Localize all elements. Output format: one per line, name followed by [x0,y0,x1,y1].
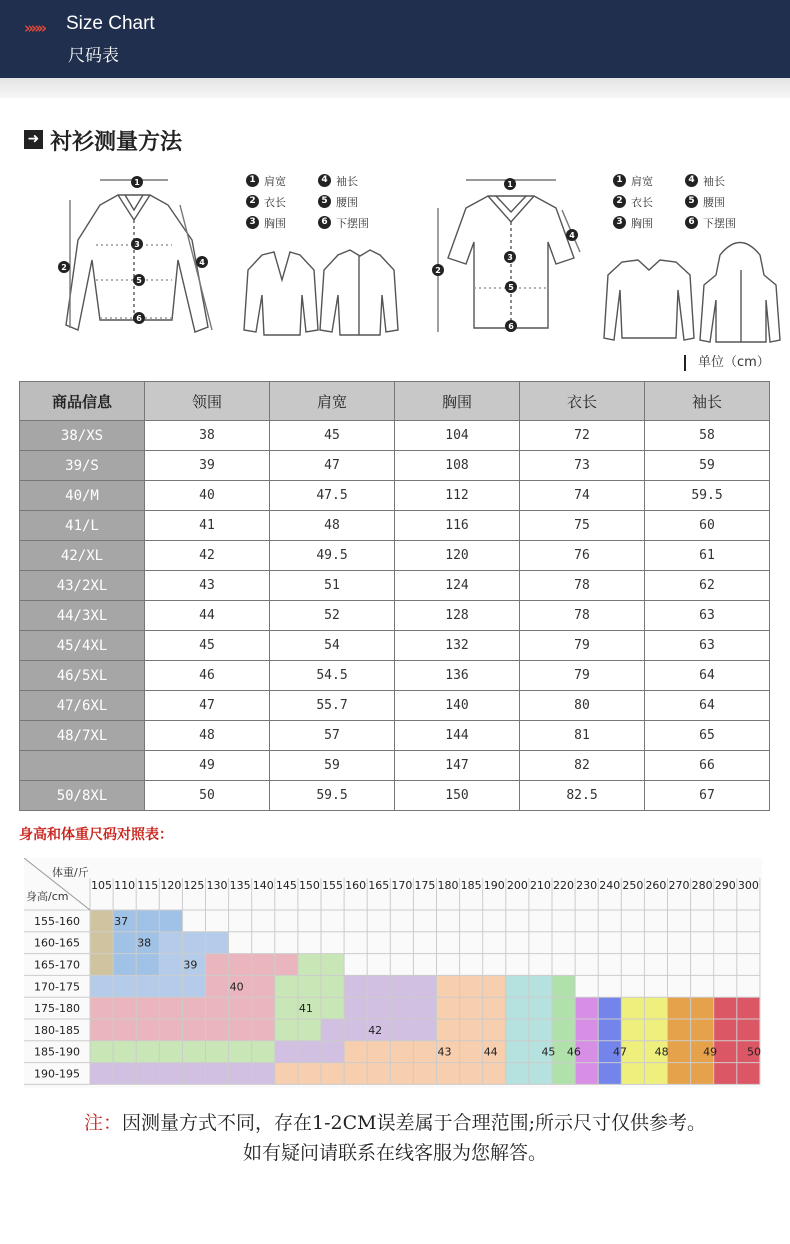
size-region [598,997,621,1019]
height-tick-label: 180-185 [34,1023,80,1037]
size-cell: 38/XS [20,421,145,451]
height-tick-label: 175-180 [34,1002,80,1016]
weight-tick-label: 130 [206,879,228,892]
size-label: 40 [229,980,244,994]
weight-tick-label: 250 [622,879,644,892]
height-tick-label: 170-175 [34,980,80,994]
value-cell: 82.5 [520,781,645,811]
svg-text:4: 4 [199,258,205,267]
value-cell: 63 [645,631,770,661]
weight-tick-label: 270 [668,879,690,892]
value-cell: 41 [145,511,270,541]
weight-tick-label: 220 [553,879,575,892]
size-region [598,1063,621,1085]
legend-number: 2 [613,195,626,208]
value-cell: 82 [520,751,645,781]
table-row [20,781,770,811]
size-label: 43 [437,1045,452,1059]
value-cell: 52 [270,601,395,631]
weight-tick-label: 155 [322,879,344,892]
legend-label: 袖长 [703,174,725,188]
legend-number: 3 [246,216,259,229]
svg-text:4: 4 [569,231,575,240]
size-region [159,932,228,954]
value-cell: 108 [395,451,520,481]
size-cell: 46/5XL [20,661,145,691]
header-divider [0,78,790,98]
table-row [20,751,770,781]
value-cell: 66 [645,751,770,781]
size-region [575,997,598,1019]
table-row [20,721,770,751]
size-region [552,975,575,997]
legend-number: 6 [318,216,331,229]
legend-number: 1 [613,174,626,187]
column-header: 肩宽 [270,382,395,421]
value-cell: 116 [395,511,520,541]
table-row [20,481,770,511]
value-cell: 147 [395,751,520,781]
weight-tick-label: 175 [414,879,436,892]
height-axis-label: 身高/cm [26,890,69,903]
table-row [20,601,770,631]
weight-tick-label: 115 [137,879,159,892]
value-cell: 62 [645,571,770,601]
value-cell: 47.5 [270,481,395,511]
svg-text:3: 3 [507,253,513,262]
footnote [0,1108,790,1168]
weight-tick-label: 105 [91,879,113,892]
weight-tick-label: 260 [645,879,667,892]
height-tick-label: 190-195 [34,1067,80,1081]
size-cell: 41/L [20,511,145,541]
legend-label: 腰围 [703,195,725,209]
size-label: 46 [566,1045,581,1059]
legend-label: 下摆围 [336,216,369,230]
height-weight-chart [24,858,762,1088]
value-cell: 78 [520,571,645,601]
value-cell: 73 [520,451,645,481]
value-cell: 47 [145,691,270,721]
column-header: 衣长 [520,382,645,421]
svg-text:5: 5 [136,276,142,285]
value-cell: 78 [520,601,645,631]
value-cell: 79 [520,661,645,691]
value-cell: 55.7 [270,691,395,721]
value-cell: 39 [145,451,270,481]
weight-axis-label: 体重/斤 [52,866,89,879]
height-weight-title: 身高和体重尺码对照表： [19,827,173,843]
height-tick-label: 185-190 [34,1045,80,1059]
size-label: 48 [654,1045,669,1059]
value-cell: 57 [270,721,395,751]
legend-number: 2 [246,195,259,208]
value-cell: 46 [145,661,270,691]
value-cell: 45 [270,421,395,451]
chevron-icon: »»» [24,19,45,37]
size-label: 45 [541,1045,556,1059]
size-region [575,1019,598,1041]
size-region [552,1019,575,1041]
size-label: 44 [483,1045,498,1059]
size-region [90,932,113,954]
weight-tick-label: 170 [391,879,413,892]
hoodie-icon [700,243,780,343]
legend-label: 肩宽 [631,174,653,188]
value-cell: 81 [520,721,645,751]
value-cell: 132 [395,631,520,661]
weight-tick-label: 120 [160,879,182,892]
weight-tick-label: 200 [506,879,528,892]
table-row [20,541,770,571]
weight-tick-label: 230 [576,879,598,892]
value-cell: 54 [270,631,395,661]
legend-label: 腰围 [336,195,358,209]
arrow-right-icon: ➜ [24,130,43,149]
measurement-legend-left [246,170,390,233]
table-header-row [20,382,770,421]
legend-number: 4 [318,174,331,187]
legend-label: 肩宽 [264,174,286,188]
table-row [20,661,770,691]
value-cell: 150 [395,781,520,811]
value-cell: 38 [145,421,270,451]
weight-tick-label: 145 [275,879,297,892]
size-cell: 44/3XL [20,601,145,631]
legend-number: 1 [246,174,259,187]
size-cell: 40/M [20,481,145,511]
svg-text:5: 5 [508,283,514,292]
column-header: 胸围 [395,382,520,421]
value-cell: 40 [145,481,270,511]
weight-tick-label: 110 [114,879,136,892]
size-region [275,1041,344,1063]
height-tick-label: 165-170 [34,958,80,972]
table-row [20,451,770,481]
svg-text:1: 1 [507,180,513,189]
size-label: 39 [183,958,198,972]
note-line-1: 因测量方式不同，存在1-2CM误差属于合理范围;所示尺寸仅供参考。 [122,1112,706,1134]
weight-tick-label: 290 [714,879,736,892]
value-cell: 67 [645,781,770,811]
column-header: 领围 [145,382,270,421]
height-weight-grid [24,858,762,1088]
value-cell: 43 [145,571,270,601]
legend-label: 胸围 [631,216,653,230]
value-cell: 48 [270,511,395,541]
value-cell: 140 [395,691,520,721]
weight-tick-label: 190 [483,879,505,892]
legend-label: 袖长 [336,174,358,188]
value-cell: 44 [145,601,270,631]
value-cell: 59.5 [645,481,770,511]
size-cell: 43/2XL [20,571,145,601]
value-cell: 59.5 [270,781,395,811]
size-cell [20,751,145,781]
value-cell: 50 [145,781,270,811]
weight-tick-label: 125 [183,879,205,892]
size-region [90,910,113,932]
size-region [552,1063,575,1085]
value-cell: 65 [645,721,770,751]
table-row [20,511,770,541]
size-region [90,975,206,997]
size-label: 49 [703,1045,718,1059]
size-region [344,1041,506,1063]
value-cell: 54.5 [270,661,395,691]
weight-tick-label: 165 [368,879,390,892]
size-table-body [20,421,770,811]
weight-tick-label: 150 [298,879,320,892]
value-cell: 51 [270,571,395,601]
value-cell: 60 [645,511,770,541]
legend-label: 衣长 [264,195,286,209]
size-label: 37 [114,914,129,928]
legend-number: 6 [685,216,698,229]
value-cell: 75 [520,511,645,541]
value-cell: 79 [520,631,645,661]
value-cell: 59 [645,451,770,481]
height-tick-label: 155-160 [34,914,80,928]
size-label: 50 [747,1045,762,1059]
weight-tick-label: 280 [691,879,713,892]
weight-tick-label: 185 [460,879,482,892]
svg-text:2: 2 [61,263,67,272]
size-region [552,997,575,1019]
legend-number: 4 [685,174,698,187]
legend-number: 3 [613,216,626,229]
value-cell: 42 [145,541,270,571]
table-row [20,571,770,601]
value-cell: 144 [395,721,520,751]
blazer-icon [244,252,318,335]
value-cell: 72 [520,421,645,451]
value-cell: 58 [645,421,770,451]
value-cell: 48 [145,721,270,751]
value-cell: 64 [645,691,770,721]
legend-number: 5 [685,195,698,208]
value-cell: 104 [395,421,520,451]
table-row [20,631,770,661]
size-region [437,1019,506,1041]
value-cell: 120 [395,541,520,571]
weight-tick-label: 180 [437,879,459,892]
value-cell: 74 [520,481,645,511]
size-region [90,954,113,976]
column-header: 商品信息 [20,382,145,421]
size-cell: 50/8XL [20,781,145,811]
value-cell: 112 [395,481,520,511]
legend-label: 胸围 [264,216,286,230]
size-cell: 47/6XL [20,691,145,721]
weight-tick-label: 240 [599,879,621,892]
size-region [437,975,506,997]
value-cell: 64 [645,661,770,691]
value-cell: 136 [395,661,520,691]
size-label: 41 [298,1002,313,1016]
size-region [437,997,506,1019]
size-cell: 42/XL [20,541,145,571]
size-cell: 48/7XL [20,721,145,751]
size-table [19,381,770,811]
table-row [20,421,770,451]
value-cell: 124 [395,571,520,601]
legend-label: 衣长 [631,195,653,209]
svg-text:3: 3 [134,240,140,249]
unit-label: 单位（cm） [684,355,770,371]
weight-tick-label: 160 [345,879,367,892]
value-cell: 47 [270,451,395,481]
value-cell: 128 [395,601,520,631]
svg-text:6: 6 [508,322,514,331]
note-line-2: 如有疑问请联系在线客服为您解答。 [242,1142,547,1164]
size-region [275,975,344,997]
size-label: 42 [368,1023,383,1037]
size-label: 38 [137,936,152,950]
header-subtitle: 尺码表 [68,46,119,66]
size-region [598,1019,621,1041]
weight-tick-label: 210 [529,879,551,892]
value-cell: 59 [270,751,395,781]
value-cell: 45 [145,631,270,661]
height-tick-label: 160-165 [34,936,80,950]
value-cell: 80 [520,691,645,721]
legend-number: 5 [318,195,331,208]
weight-tick-label: 135 [229,879,251,892]
weight-tick-label: 140 [252,879,274,892]
svg-text:1: 1 [134,178,140,187]
column-header: 袖长 [645,382,770,421]
svg-text:2: 2 [435,266,441,275]
size-cell: 39/S [20,451,145,481]
header-title: Size Chart [66,13,155,34]
header-banner [0,0,790,78]
table-row [20,691,770,721]
note-prefix: 注： [83,1112,122,1134]
size-cell: 45/4XL [20,631,145,661]
value-cell: 49.5 [270,541,395,571]
value-cell: 63 [645,601,770,631]
legend-label: 下摆围 [703,216,736,230]
value-cell: 61 [645,541,770,571]
svg-text:6: 6 [136,314,142,323]
weight-tick-label: 300 [737,879,759,892]
measurement-legend-right [613,170,757,233]
size-label: 47 [613,1045,628,1059]
value-cell: 76 [520,541,645,571]
sweater-icon [604,260,694,340]
section-title: 衬衫测量方法 [50,130,183,155]
value-cell: 49 [145,751,270,781]
size-region [575,1063,598,1085]
